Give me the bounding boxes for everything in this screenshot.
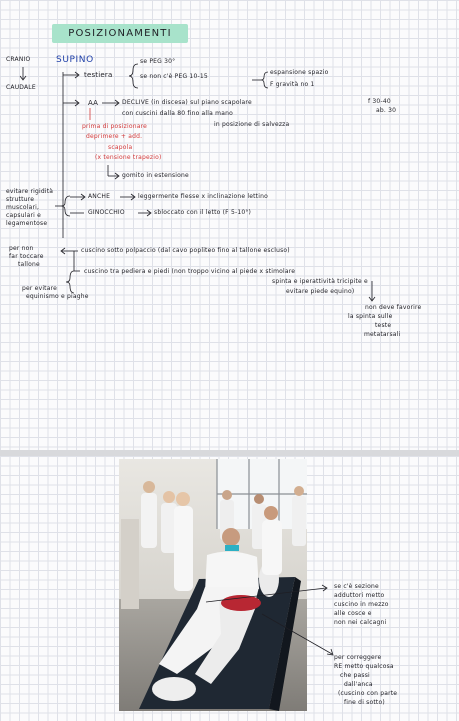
gomito-text: gomito in estensione <box>122 172 189 179</box>
red-note-1: prima di posizionare <box>82 123 148 130</box>
cuscino-2b: spinta e iperattività tricipite e <box>272 278 368 285</box>
peg30-text: se PEG 30° <box>140 58 176 65</box>
left-block-4: legamentose <box>6 220 48 227</box>
aa-angle2: ab. 30 <box>376 107 397 114</box>
note1-4: non nei calcagni <box>334 619 387 626</box>
left-block-2: muscolari, <box>6 204 40 211</box>
note1-1: adduttori metto <box>334 592 385 599</box>
aa-line2: con cuscini dalla 80 fino alla mano <box>122 110 233 117</box>
non-deve-3: metatarsali <box>364 331 401 338</box>
aa-line3: in posizione di salvezza <box>214 121 290 128</box>
notes-page-2 <box>0 456 459 721</box>
nonpeg-text: se non c'è PEG 10-15 <box>140 73 208 80</box>
left-block-1: strutture <box>6 196 35 203</box>
left-block-3: capsulari e <box>6 212 41 219</box>
aa-angle1: f 30-40 <box>368 98 391 105</box>
cuscino-1: cuscino sotto polpaccio (dal cavo popliteo fino al tallone escluso) <box>81 247 290 254</box>
note1-3: alle cosce e <box>334 610 372 617</box>
note1-0: se c'è sezione <box>334 583 379 590</box>
photo-illustration <box>119 459 307 711</box>
non-deve-2: teste <box>375 322 392 329</box>
anche-text: leggermente flesse x inclinazione lettino <box>138 193 268 200</box>
page-title: POSIZIONAMENTI <box>68 28 172 39</box>
per-evitare-0: per evitare <box>22 285 58 292</box>
caudale-label: CAUDALE <box>6 84 36 91</box>
per-non-1: far toccare <box>9 253 44 260</box>
red-note-4: (x tensione trapezio) <box>95 154 162 161</box>
supino-heading: SUPINO <box>56 55 94 65</box>
note2-0: per correggere <box>334 654 382 661</box>
note1-2: cuscino in mezzo <box>334 601 389 608</box>
per-non-2: tallone <box>18 261 40 268</box>
per-evitare-1: equinismo e piaghe <box>26 293 89 300</box>
espansione-text: espansione spazio <box>270 69 329 76</box>
aa-line1: DECLIVE (in discesa) sul piano scapolare <box>122 99 252 106</box>
gravita-text: F gravità no 1 <box>270 81 315 88</box>
note2-5: fine di sotto) <box>344 699 385 706</box>
patient-positioning-photo <box>119 459 307 711</box>
red-note-3: scapola <box>108 144 133 151</box>
cuscino-2c: evitare piede equino) <box>286 288 355 295</box>
note2-4: (cuscino con parte <box>338 690 398 697</box>
aa-label: AA <box>88 99 99 107</box>
per-non-0: per non <box>9 245 34 252</box>
ginocchio-label: GINOCCHIO <box>88 209 125 216</box>
note2-2: che passi <box>340 672 370 679</box>
cuscino-2: cuscino tra pediera e piedi (non troppo vicino al piede x stimolare <box>84 268 296 275</box>
non-deve-1: la spinta sulle <box>348 313 393 320</box>
note2-1: RE metto qualcosa <box>334 663 394 670</box>
anche-label: ANCHE <box>88 193 111 200</box>
left-block-0: evitare rigidità <box>6 188 54 195</box>
non-deve-0: non deve favorire <box>365 304 422 311</box>
ginocchio-text: sbloccato con il letto (F 5-10°) <box>154 209 252 216</box>
testiera-label: testiera <box>84 71 113 79</box>
cranio-label: CRANIO <box>6 56 31 63</box>
note2-3: dall'anca <box>344 681 373 688</box>
red-note-2: deprimere + add. <box>86 133 143 140</box>
